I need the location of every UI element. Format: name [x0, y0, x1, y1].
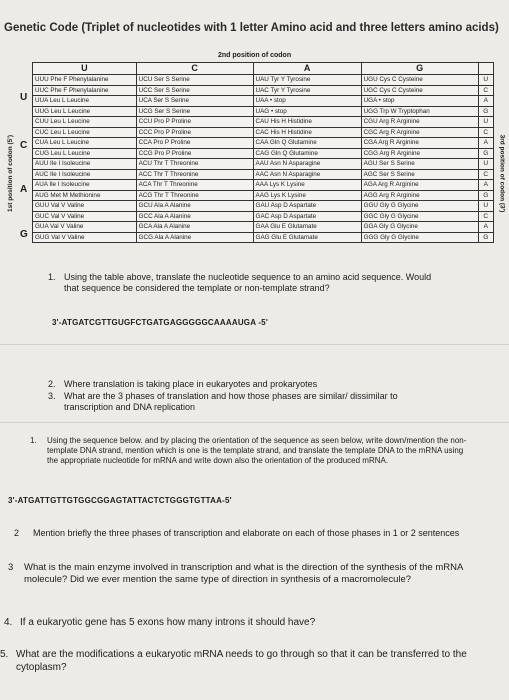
- codon-cell: CUC Leu L Leucine: [33, 127, 137, 138]
- question-1b-number: 1.: [30, 436, 37, 445]
- table-row: [33, 148, 494, 159]
- codon-cell: GGG Gly G Glycine: [361, 232, 478, 243]
- codon-cell: UGC Cys C Cysteine: [361, 85, 478, 96]
- third-position-letter: C: [478, 127, 493, 138]
- codon-cell: CUA Leu L Leucine: [33, 138, 137, 149]
- third-position-letter: G: [478, 106, 493, 117]
- codon-cell: CGU Arg R Arginine: [361, 117, 478, 128]
- codon-cell: CCC Pro P Proline: [136, 127, 253, 138]
- codon-cell: AUU Ile I Isoleucine: [33, 159, 137, 170]
- table-row: [33, 127, 494, 138]
- codon-cell: AAA Lys K Lysine: [253, 180, 361, 191]
- first-letter-c: C: [20, 140, 28, 151]
- codon-cell: UAG • stop: [253, 106, 361, 117]
- codon-cell: AGC Ser S Serine: [361, 169, 478, 180]
- question-1a-number: 1.: [48, 272, 56, 282]
- table-row: [33, 211, 494, 222]
- codon-cell: ACU Thr T Threonine: [136, 159, 253, 170]
- first-position-label: 1st position of codon (5'): [7, 134, 15, 213]
- table-row: [33, 85, 494, 96]
- third-position-letter: C: [478, 85, 493, 96]
- page-title: Genetic Code (Triplet of nucleotides with 1 letter Amino acid and three letters amino acids): [4, 22, 499, 34]
- table-row: [33, 190, 494, 201]
- codon-cell: CGA Arg R Arginine: [361, 138, 478, 149]
- codon-cell: CCG Pro P Proline: [136, 148, 253, 159]
- third-position-letter: A: [478, 222, 493, 233]
- codon-cell: UUA Leu L Leucine: [33, 96, 137, 107]
- table-row: [33, 117, 494, 128]
- codon-cell: UUC Phe F Phenylalanine: [33, 85, 137, 96]
- divider: [0, 344, 509, 345]
- question-2: Where translation is taking place in eukaryotes and prokaryotes: [64, 379, 318, 389]
- codon-cell: ACC Thr T Threonine: [136, 169, 253, 180]
- sequence-1: 3'-ATGATCGTTGUGFCTGATGAGGGGGCAAAAUGA -5': [52, 318, 268, 327]
- codon-cell: GCU Ala A Alanine: [136, 201, 253, 212]
- codon-cell: CAU His H Histidine: [253, 117, 361, 128]
- codon-cell: CAA Gln Q Glutamine: [253, 138, 361, 149]
- codon-cell: CAG Gln Q Glutamine: [253, 148, 361, 159]
- codon-cell: GCG Ala A Alanine: [136, 232, 253, 243]
- table-row: [33, 75, 494, 86]
- question-2b: Mention briefly the three phases of transcription and elaborate on each of those phases in 1 or 2 sentences: [33, 528, 460, 538]
- table-row: [33, 232, 494, 243]
- third-position-letter: C: [478, 211, 493, 222]
- question-4-number: 4.: [4, 617, 13, 628]
- codon-cell: UAU Tyr Y Tyrosine: [253, 75, 361, 86]
- first-letter-a: A: [20, 184, 28, 195]
- third-position-letter: G: [478, 190, 493, 201]
- codon-cell: CUG Leu L Leucine: [33, 148, 137, 159]
- table-row: [33, 106, 494, 117]
- genetic-code-table: [32, 62, 494, 243]
- codon-cell: GGA Gly G Glycine: [361, 222, 478, 233]
- table-row: [33, 201, 494, 212]
- third-position-letter: A: [478, 180, 493, 191]
- third-position-letter: A: [478, 138, 493, 149]
- codon-table-body: [33, 75, 494, 243]
- codon-cell: GUC Val V Valine: [33, 211, 137, 222]
- question-3b-number: 3: [8, 562, 14, 573]
- codon-cell: CUU Leu L Leucine: [33, 117, 137, 128]
- divider: [0, 422, 509, 423]
- codon-cell: GAC Asp D Aspartate: [253, 211, 361, 222]
- second-position-label: 2nd position of codon: [218, 52, 292, 59]
- col-header-c: C: [136, 63, 253, 75]
- table-row: [33, 169, 494, 180]
- third-position-letter: C: [478, 169, 493, 180]
- codon-cell: AUG Met M Methionine: [33, 190, 137, 201]
- codon-cell: AGA Arg R Arginine: [361, 180, 478, 191]
- codon-cell: CCU Pro P Proline: [136, 117, 253, 128]
- col-header-blank: [478, 63, 493, 75]
- codon-cell: GCA Ala A Alanine: [136, 222, 253, 233]
- third-position-label: 3rd position of codon (3'): [498, 134, 506, 213]
- question-2b-number: 2: [14, 528, 20, 538]
- codon-cell: UGG Trp W Tryptophan: [361, 106, 478, 117]
- table-row: [33, 96, 494, 107]
- codon-cell: ACG Thr T Threonine: [136, 190, 253, 201]
- codon-cell: AUA Ile I Isoleucine: [33, 180, 137, 191]
- table-row: [33, 222, 494, 233]
- codon-cell: UUU Phe F Phenylalanine: [33, 75, 137, 86]
- question-4: If a eukaryotic gene has 5 exons how many introns it should have?: [20, 617, 316, 628]
- question-5: What are the modifications a eukaryotic mRNA needs to go through so that it can be transferred to the cytoplasm?: [16, 649, 467, 673]
- codon-cell: GAA Glu E Glutamate: [253, 222, 361, 233]
- codon-cell: UCU Ser S Serine: [136, 75, 253, 86]
- codon-cell: AUC Ile I Isoleucine: [33, 169, 137, 180]
- codon-cell: CGG Arg R Arginine: [361, 148, 478, 159]
- first-letter-g: G: [20, 229, 28, 240]
- codon-cell: AAU Asn N Asparagine: [253, 159, 361, 170]
- question-1a: Using the table above, translate the nucleotide sequence to an amino acid sequence. Would that sequence be considered the template or non-template strand?: [64, 272, 432, 293]
- codon-cell: ACA Thr T Threonine: [136, 180, 253, 191]
- codon-cell: UGU Cys C Cysteine: [361, 75, 478, 86]
- codon-cell: GGU Gly G Glycine: [361, 201, 478, 212]
- codon-cell: UAC Tyr Y Tyrosine: [253, 85, 361, 96]
- codon-cell: UGA • stop: [361, 96, 478, 107]
- col-header-g: G: [361, 63, 478, 75]
- question-3: What are the 3 phases of translation and how those phases are similar/ dissimilar to transcription and DNA replication: [64, 391, 398, 412]
- codon-cell: UUG Leu L Leucine: [33, 106, 137, 117]
- table-row: [33, 138, 494, 149]
- codon-cell: UCC Ser S Serine: [136, 85, 253, 96]
- codon-cell: UAA • stop: [253, 96, 361, 107]
- codon-cell: UCG Ser S Serine: [136, 106, 253, 117]
- codon-cell: GUU Val V Valine: [33, 201, 137, 212]
- third-position-letter: U: [478, 75, 493, 86]
- codon-cell: AGG Arg R Arginine: [361, 190, 478, 201]
- question-1b: Using the sequence below. and by placing the orientation of the sequence as seen below, write down/mention the non-template DNA strand, mention which is one is the template strand, and translate the template DNA to the mRNA using the appropriate nucleotide for mRNA and write down also the orientation of the produced mRNA.: [47, 436, 467, 465]
- third-position-letter: U: [478, 117, 493, 128]
- codon-cell: GGC Gly G Glycine: [361, 211, 478, 222]
- third-position-letter: G: [478, 232, 493, 243]
- codon-cell: AGU Ser S Serine: [361, 159, 478, 170]
- first-letter-u: U: [20, 92, 28, 103]
- third-position-letter: A: [478, 96, 493, 107]
- third-position-letter: G: [478, 148, 493, 159]
- col-header-u: U: [33, 63, 137, 75]
- question-3-number: 3.: [48, 391, 56, 401]
- third-position-letter: U: [478, 201, 493, 212]
- question-3b: What is the main enzyme involved in transcription and what is the direction of the synthesis of the mRNA molecule? Did we ever mention the same type of direction in synthesis of a macromolecule?: [24, 562, 463, 585]
- question-2-number: 2.: [48, 379, 56, 389]
- codon-cell: UCA Ser S Serine: [136, 96, 253, 107]
- question-5-number: 5.: [0, 649, 9, 660]
- codon-cell: GUG Val V Valine: [33, 232, 137, 243]
- table-header-row: [33, 63, 494, 75]
- codon-cell: GCC Ala A Alanine: [136, 211, 253, 222]
- col-header-a: A: [253, 63, 361, 75]
- codon-cell: CGC Arg R Arginine: [361, 127, 478, 138]
- codon-cell: GAU Asp D Aspartate: [253, 201, 361, 212]
- sequence-2: 3'-ATGATTGTTGTGGCGGAGTATTACTCTGGGTGTTAA-5': [8, 496, 232, 505]
- codon-cell: CCA Pro P Proline: [136, 138, 253, 149]
- codon-cell: AAC Asn N Asparagine: [253, 169, 361, 180]
- codon-cell: AAG Lys K Lysine: [253, 190, 361, 201]
- table-row: [33, 159, 494, 170]
- codon-cell: CAC His H Histidine: [253, 127, 361, 138]
- table-row: [33, 180, 494, 191]
- codon-cell: GAG Glu E Glutamate: [253, 232, 361, 243]
- third-position-letter: U: [478, 159, 493, 170]
- codon-cell: GUA Val V Valine: [33, 222, 137, 233]
